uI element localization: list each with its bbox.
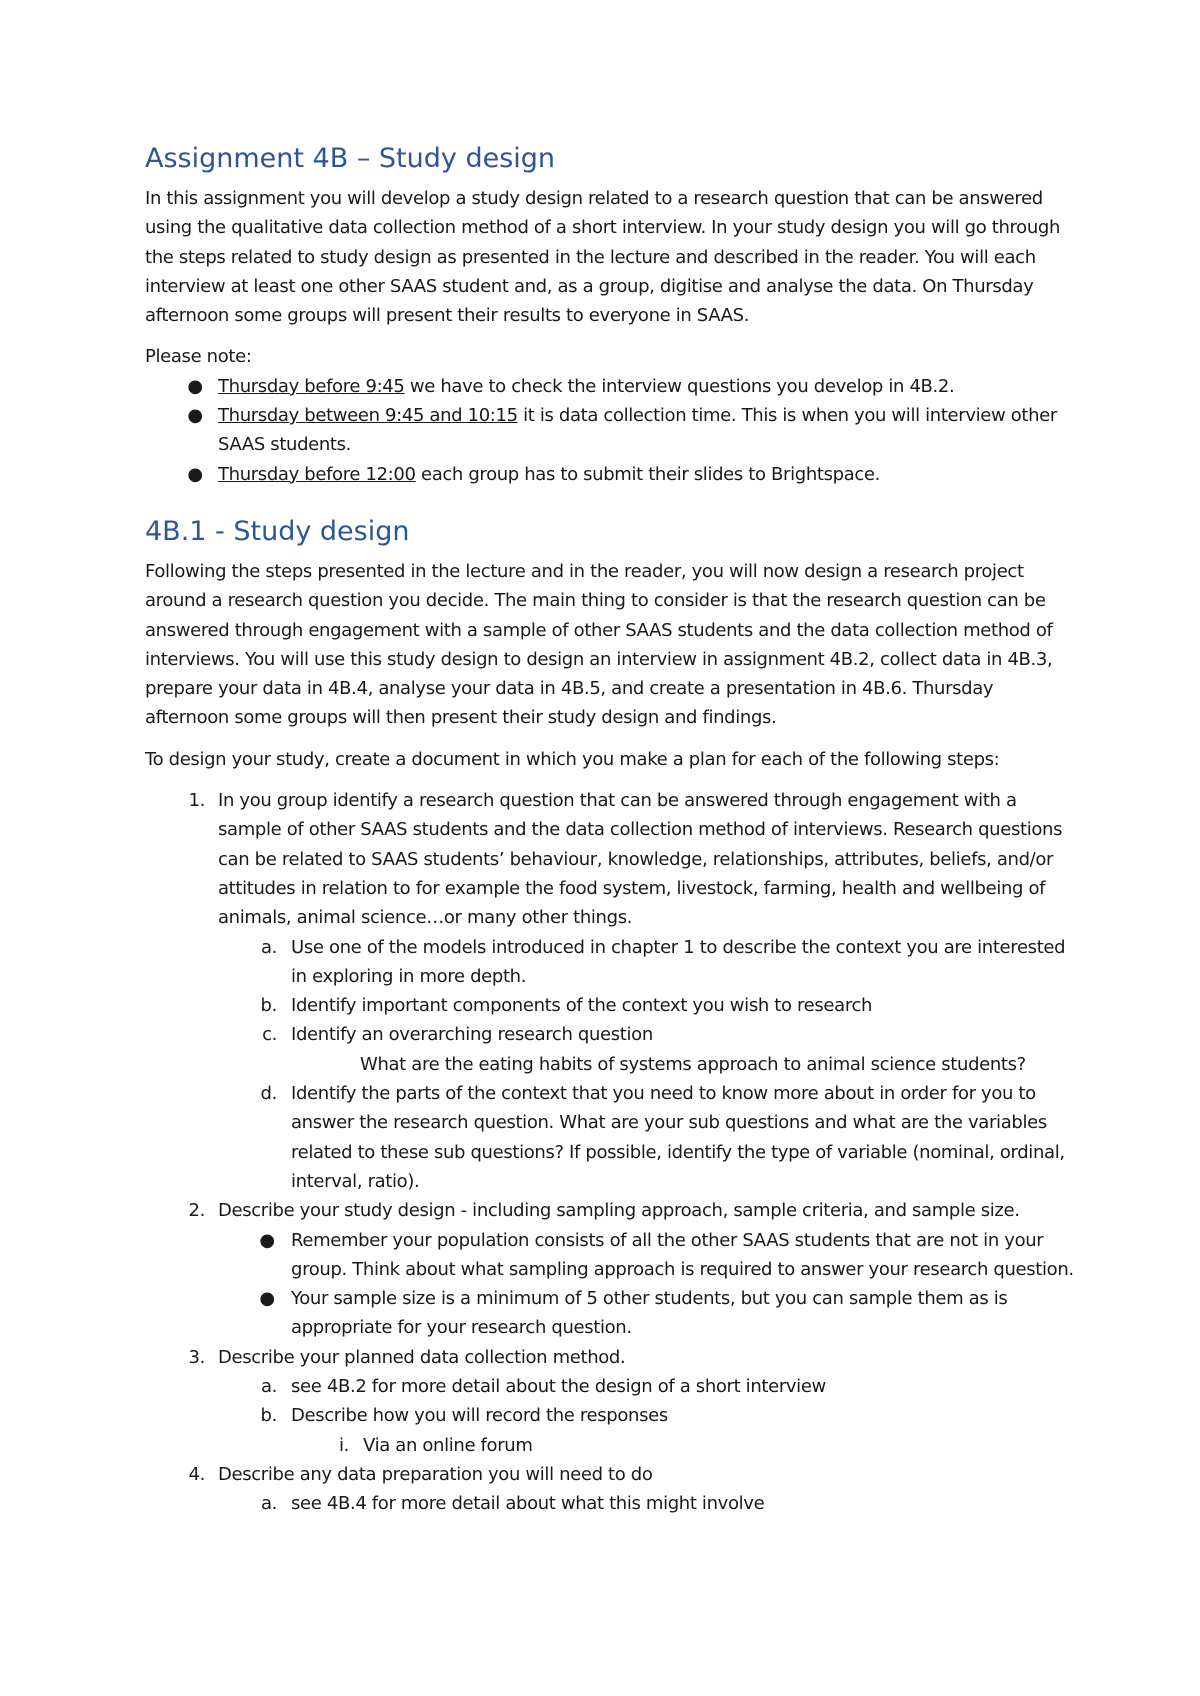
step-marker: 3. <box>188 1346 205 1368</box>
substep-text: Identify important components of the context you wish to research <box>291 995 873 1017</box>
note-item <box>145 401 1075 460</box>
note-text: each group has to submit their slides to Brightspace. <box>415 463 881 485</box>
step-item <box>145 1196 1075 1225</box>
substep-text: Describe how you will record the responses <box>291 1405 668 1427</box>
step-text: Describe your planned data collection method. <box>218 1346 626 1368</box>
substep-marker: c. <box>262 1024 277 1046</box>
step-marker: 2. <box>188 1200 205 1222</box>
section-title: 4B.1 - Study design <box>145 515 410 547</box>
step-marker: 1. <box>188 790 205 812</box>
substep-marker: b. <box>260 995 277 1017</box>
bullet-icon: ● <box>259 1288 275 1310</box>
substep-item <box>145 1489 1075 1518</box>
substep-marker: d. <box>260 1083 277 1105</box>
substep-item <box>145 991 1075 1020</box>
substep-text: Identify the parts of the context that you need to know more about in order for you to answer the research question. What are your sub questions and what are the variables related to these sub questions? If possible, identify the type of variable (nominal, ordinal, interval, ratio). <box>291 1083 1065 1192</box>
bullet-icon: ● <box>187 463 203 485</box>
bullet-icon: ● <box>187 375 203 397</box>
steps-list <box>145 786 1075 1518</box>
substep-marker: a. <box>260 936 277 958</box>
substep-text: Identify an overarching research question <box>291 1024 653 1046</box>
substep-item <box>145 1020 1075 1049</box>
step-item <box>145 786 1075 932</box>
note-label: Please note: <box>145 346 252 368</box>
substep-bullet-text: Your sample size is a minimum of 5 other students, but you can sample them as is appropriate for your research question. <box>291 1288 1008 1339</box>
note-item <box>145 372 1075 401</box>
subsubstep-marker: i. <box>338 1434 349 1456</box>
note-text: it is data collection time. This is when you will interview other SAAS students. <box>218 405 1057 456</box>
substep-bullet-item <box>145 1226 1075 1285</box>
note-item <box>145 460 1075 489</box>
example-question: What are the eating habits of systems approach to animal science students? <box>360 1053 1026 1075</box>
subsubstep-item <box>145 1431 1075 1460</box>
section-intro-paragraph: Following the steps presented in the lecture and in the reader, you will now design a research project around a research question you decide. The main thing to consider is that the research question can be answered through engagement with a sample of other SAAS students and the data collection method of interviews. You will use this study design to design an interview in assignment 4B.2, collect data in 4B.3, prepare your data in 4B.4, analyse your data in 4B.5, and create a presentation in 4B.6. Thursday afternoon some groups will then present their study design and findings. <box>145 560 1053 729</box>
substep-item <box>145 933 1075 992</box>
steps-intro: To design your study, create a document in which you make a plan for each of the following steps: <box>145 748 1000 770</box>
substep-item <box>145 1079 1075 1196</box>
step-marker: 4. <box>188 1463 205 1485</box>
bullet-icon: ● <box>259 1229 275 1251</box>
step-text: In you group identify a research question that can be answered through engagement with a sample of other SAAS students and the data collection method of interviews. Research questions can be related to SAAS students’ behaviour, knowledge, relationships, attributes, beliefs, and/or attitudes in relation to for example the food system, livestock, farming, health and wellbeing of animals, animal science…or many other things. <box>218 790 1063 929</box>
step-text: Describe any data preparation you will need to do <box>218 1463 653 1485</box>
note-deadline: Thursday before 12:00 <box>218 463 416 485</box>
substep-bullet-item <box>145 1284 1075 1343</box>
substep-text: see 4B.4 for more detail about what this might involve <box>291 1493 765 1515</box>
notes-list <box>145 372 1075 489</box>
substep-text: see 4B.2 for more detail about the design of a short interview <box>291 1375 826 1397</box>
substep-text: Use one of the models introduced in chapter 1 to describe the context you are interested in exploring in more depth. <box>291 936 1066 987</box>
substep-marker: b. <box>260 1405 277 1427</box>
substep-item <box>145 1372 1075 1401</box>
note-text: we have to check the interview questions you develop in 4B.2. <box>404 375 955 397</box>
step-item <box>145 1460 1075 1489</box>
bullet-icon: ● <box>187 405 203 427</box>
substep-marker: a. <box>260 1493 277 1515</box>
document-page <box>145 142 1075 1518</box>
page-title: Assignment 4B – Study design <box>145 143 556 174</box>
substep-item <box>145 1401 1075 1430</box>
step-item <box>145 1343 1075 1372</box>
step-text: Describe your study design - including sampling approach, sample criteria, and sample size. <box>218 1200 1020 1222</box>
intro-paragraph: In this assignment you will develop a study design related to a research question that can be answered using the qualitative data collection method of a short interview. In your study design you will go through the steps related to study design as presented in the lecture and described in the reader. You will each interview at least one other SAAS student and, as a group, digitise and analyse the data. On Thursday afternoon some groups will present their results to everyone in SAAS. <box>145 188 1061 327</box>
note-deadline: Thursday between 9:45 and 10:15 <box>218 405 518 427</box>
substep-bullet-text: Remember your population consists of all the other SAAS students that are not in your group. Think about what sampling approach is required to answer your research question. <box>291 1229 1074 1280</box>
subsubstep-text: Via an online forum <box>363 1434 533 1456</box>
note-deadline: Thursday before 9:45 <box>218 375 405 397</box>
substep-marker: a. <box>260 1375 277 1397</box>
